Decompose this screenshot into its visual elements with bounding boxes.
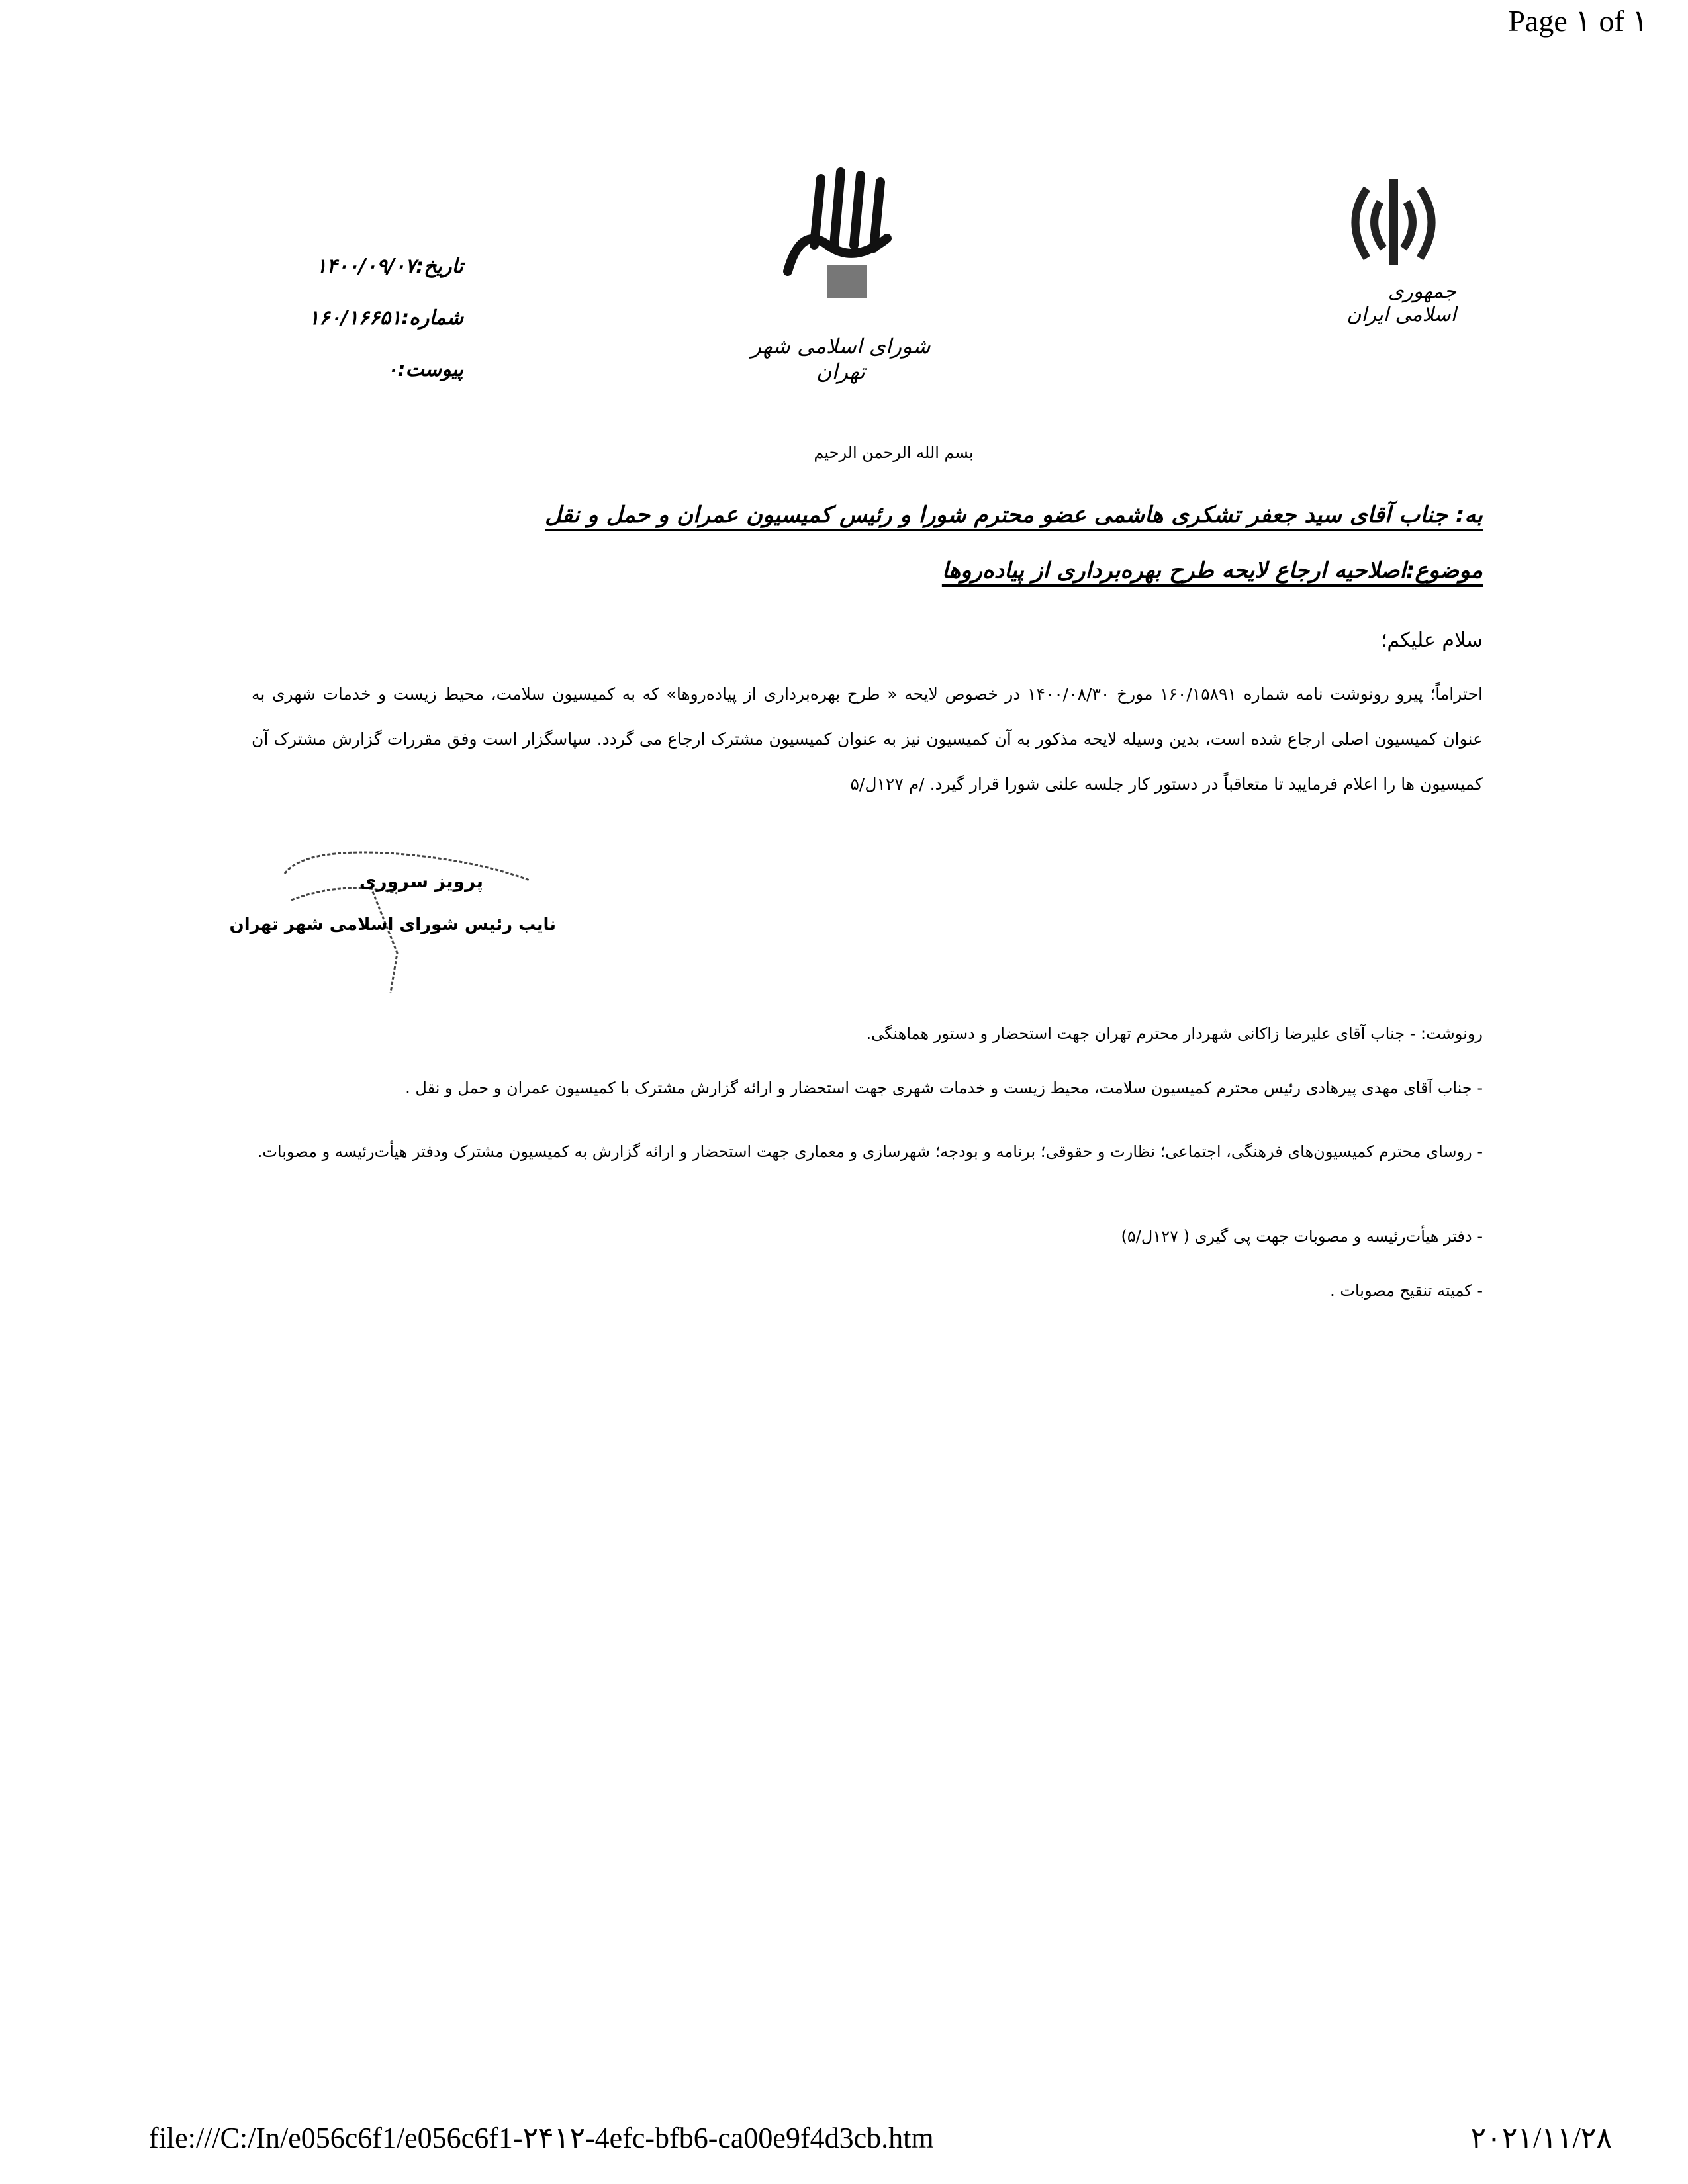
cc-item: - جناب آقای مهدی پیرهادی رئیس محترم کمیسیون سلامت، محیط زیست و خدمات شهری جهت استحضار و ارائه گزارش مشترک با کمیسیون عمران و حمل و نقل . — [405, 1079, 1483, 1097]
letter-meta — [265, 255, 463, 381]
signer-title: نایب رئیس شورای اسلامی شهر تهران — [229, 915, 556, 934]
cc-list — [225, 1024, 1483, 1300]
cc-item: - روسای محترم کمیسیون‌های فرهنگی، اجتماعی؛ نظارت و حقوقی؛ برنامه و بودجه؛ شهرسازی و معماری جهت استحضار و ارائه گزارش به کمیسیون مشترک ودفتر هیأت‌رئیسه و مصوبات. — [257, 1142, 1483, 1161]
emblem-caption: جمهوری اسلامی ایران — [1346, 280, 1456, 326]
cc-item: - کمیته تنقیح مصوبات . — [1330, 1281, 1483, 1300]
letter-attachment: پیوست:۰ — [387, 358, 463, 381]
subject-line: موضوع:اصلاحیه ارجاع لایحه طرح بهره‌برداری از پیاده‌روها — [941, 557, 1483, 584]
signature-block — [229, 841, 556, 999]
letter-date: تاریخ:۱۴۰۰/۰۹/۰۷ — [316, 255, 463, 278]
footer-file-path: file:///C:/In/e056c6f1/e056c6f1-۲۴۱۲-4efc-bfb6-ca00e9f4d3cb.htm — [149, 2122, 934, 2154]
footer-date: ۲۰۲۱/۱۱/۲۸ — [1470, 2122, 1612, 2154]
council-logo — [741, 165, 940, 384]
bismillah: بسم الله الرحمن الرحیم — [814, 443, 974, 462]
greeting: سلام علیکم؛ — [1380, 629, 1483, 652]
emblem-icon — [1331, 169, 1456, 275]
cc-item: - دفتر هیأت‌رئیسه و مصوبات جهت پی گیری ( ۱۲۷ل/۵) — [1121, 1227, 1483, 1246]
letter-body: احتراماً؛ پیرو رونوشت نامه شماره ۱۶۰/۱۵۸۹۱ مورخ ۱۴۰۰/۰۸/۳۰ در خصوص لایحه « طرح بهره‌برداری از پیاده‌روها» که به کمیسیون سلامت، محیط زیست و خدمات شهری به عنوان کمیسیون اصلی ارجاع شده است، بدین وسیله لایحه مذکور به آن کمیسیون نیز به عنوان کمیسیون مشترک ارجاع می گردد. سپاسگزار است وفق مقررات گزارش مشترک آن کمیسیون ها را اعلام فرمایید تا متعاقباً در دستور کار جلسه علنی شورا قرار گیرد. /م ۱۲۷ل/۵ — [252, 684, 1483, 794]
cc-item: رونوشت: - جناب آقای علیرضا زاکانی شهردار محترم تهران جهت استحضار و دستور هماهنگی. — [866, 1024, 1483, 1043]
signer-name: پرویز سروری — [359, 870, 483, 892]
council-logo-icon — [774, 165, 907, 331]
recipient-line: به: جناب آقای سید جعفر تشکری هاشمی عضو محترم شورا و رئیس کمیسیون عمران و حمل و نقل — [545, 502, 1483, 528]
page-indicator: Page ۱ of ۱ — [1508, 4, 1648, 38]
council-logo-caption: شورای اسلامی شهر تهران — [751, 334, 931, 384]
letter-number: شماره:۱۶۰/۱۶۶۵۱ — [308, 306, 463, 330]
iran-emblem — [1331, 169, 1456, 326]
